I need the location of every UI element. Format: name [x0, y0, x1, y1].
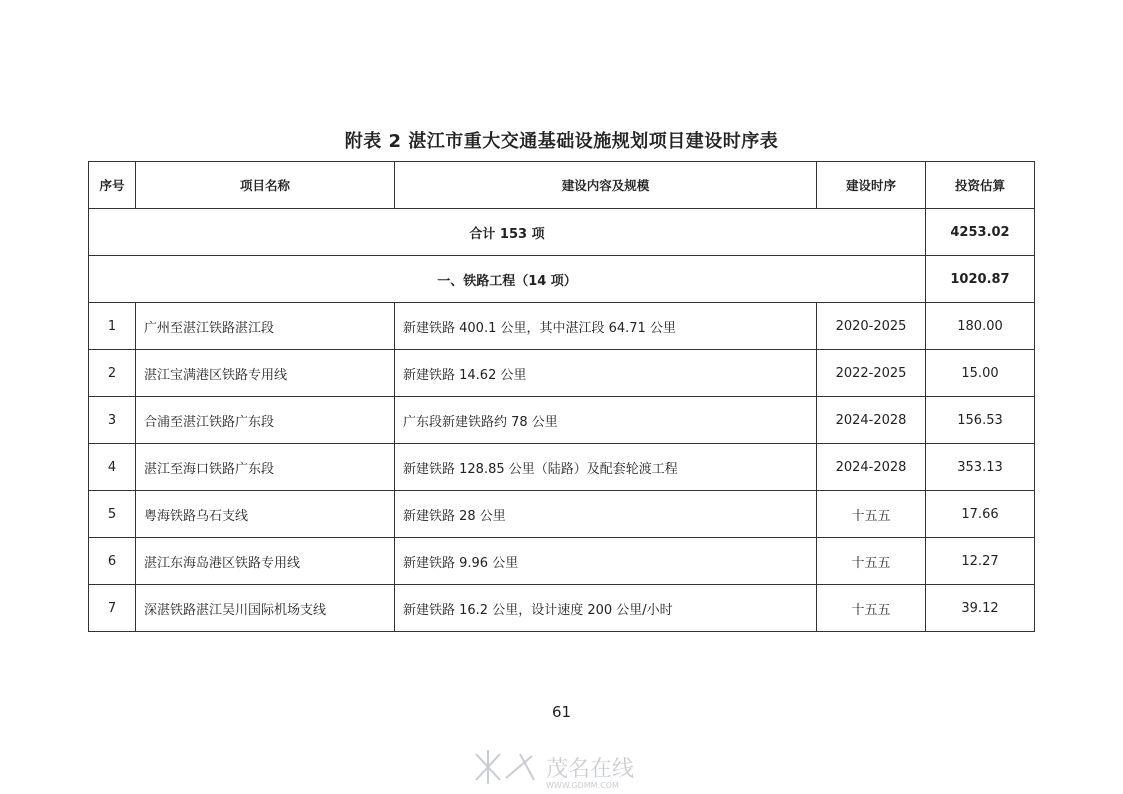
total-label: 合计 153 项	[89, 209, 926, 256]
schedule-table	[88, 161, 1035, 632]
table-row	[89, 491, 1035, 538]
table-row	[89, 350, 1035, 397]
cell-content: 新建铁路 14.62 公里	[395, 350, 817, 397]
header-no: 序号	[89, 162, 136, 209]
cell-time: 2024-2028	[817, 397, 926, 444]
watermark-logo	[470, 748, 670, 790]
cell-no: 2	[89, 350, 136, 397]
section-value: 1020.87	[926, 256, 1035, 303]
cell-content: 新建铁路 28 公里	[395, 491, 817, 538]
cell-invest: 353.13	[926, 444, 1035, 491]
cell-invest: 39.12	[926, 585, 1035, 632]
table-row	[89, 397, 1035, 444]
table-title: 附表 2 湛江市重大交通基础设施规划项目建设时序表	[344, 131, 779, 152]
cell-name: 广州至湛江铁路湛江段	[136, 303, 395, 350]
cell-time: 十五五	[817, 491, 926, 538]
cell-no: 7	[89, 585, 136, 632]
total-row	[89, 209, 1035, 256]
cell-content: 新建铁路 9.96 公里	[395, 538, 817, 585]
cell-content: 新建铁路 128.85 公里（陆路）及配套轮渡工程	[395, 444, 817, 491]
table-row	[89, 303, 1035, 350]
cell-time: 2022-2025	[817, 350, 926, 397]
cell-invest: 156.53	[926, 397, 1035, 444]
watermark-text: 茂名在线	[546, 757, 635, 782]
section-label: 一、铁路工程（14 项）	[89, 256, 926, 303]
cell-name: 合浦至湛江铁路广东段	[136, 397, 395, 444]
total-value: 4253.02	[926, 209, 1035, 256]
cell-name: 湛江宝满港区铁路专用线	[136, 350, 395, 397]
table-header-row	[89, 162, 1035, 209]
cell-content: 新建铁路 400.1 公里，其中湛江段 64.71 公里	[395, 303, 817, 350]
cell-name: 粤海铁路乌石支线	[136, 491, 395, 538]
header-invest: 投资估算	[926, 162, 1035, 209]
cell-invest: 15.00	[926, 350, 1035, 397]
table-row	[89, 538, 1035, 585]
cell-invest: 17.66	[926, 491, 1035, 538]
cell-time: 2020-2025	[817, 303, 926, 350]
cell-no: 6	[89, 538, 136, 585]
cell-time: 十五五	[817, 538, 926, 585]
cell-name: 深湛铁路湛江吴川国际机场支线	[136, 585, 395, 632]
cell-no: 1	[89, 303, 136, 350]
cell-no: 3	[89, 397, 136, 444]
header-time: 建设时序	[817, 162, 926, 209]
cell-name: 湛江至海口铁路广东段	[136, 444, 395, 491]
watermark-url: WWW.GDMM.COM	[546, 781, 619, 790]
cell-invest: 180.00	[926, 303, 1035, 350]
table-row	[89, 585, 1035, 632]
section-row	[89, 256, 1035, 303]
header-content: 建设内容及规模	[395, 162, 817, 209]
cell-no: 5	[89, 491, 136, 538]
cell-time: 2024-2028	[817, 444, 926, 491]
cell-time: 十五五	[817, 585, 926, 632]
table-row	[89, 444, 1035, 491]
cell-content: 广东段新建铁路约 78 公里	[395, 397, 817, 444]
page-number: 61	[551, 703, 572, 721]
cell-content: 新建铁路 16.2 公里，设计速度 200 公里/小时	[395, 585, 817, 632]
cell-invest: 12.27	[926, 538, 1035, 585]
cell-no: 4	[89, 444, 136, 491]
cell-name: 湛江东海岛港区铁路专用线	[136, 538, 395, 585]
header-name: 项目名称	[136, 162, 395, 209]
